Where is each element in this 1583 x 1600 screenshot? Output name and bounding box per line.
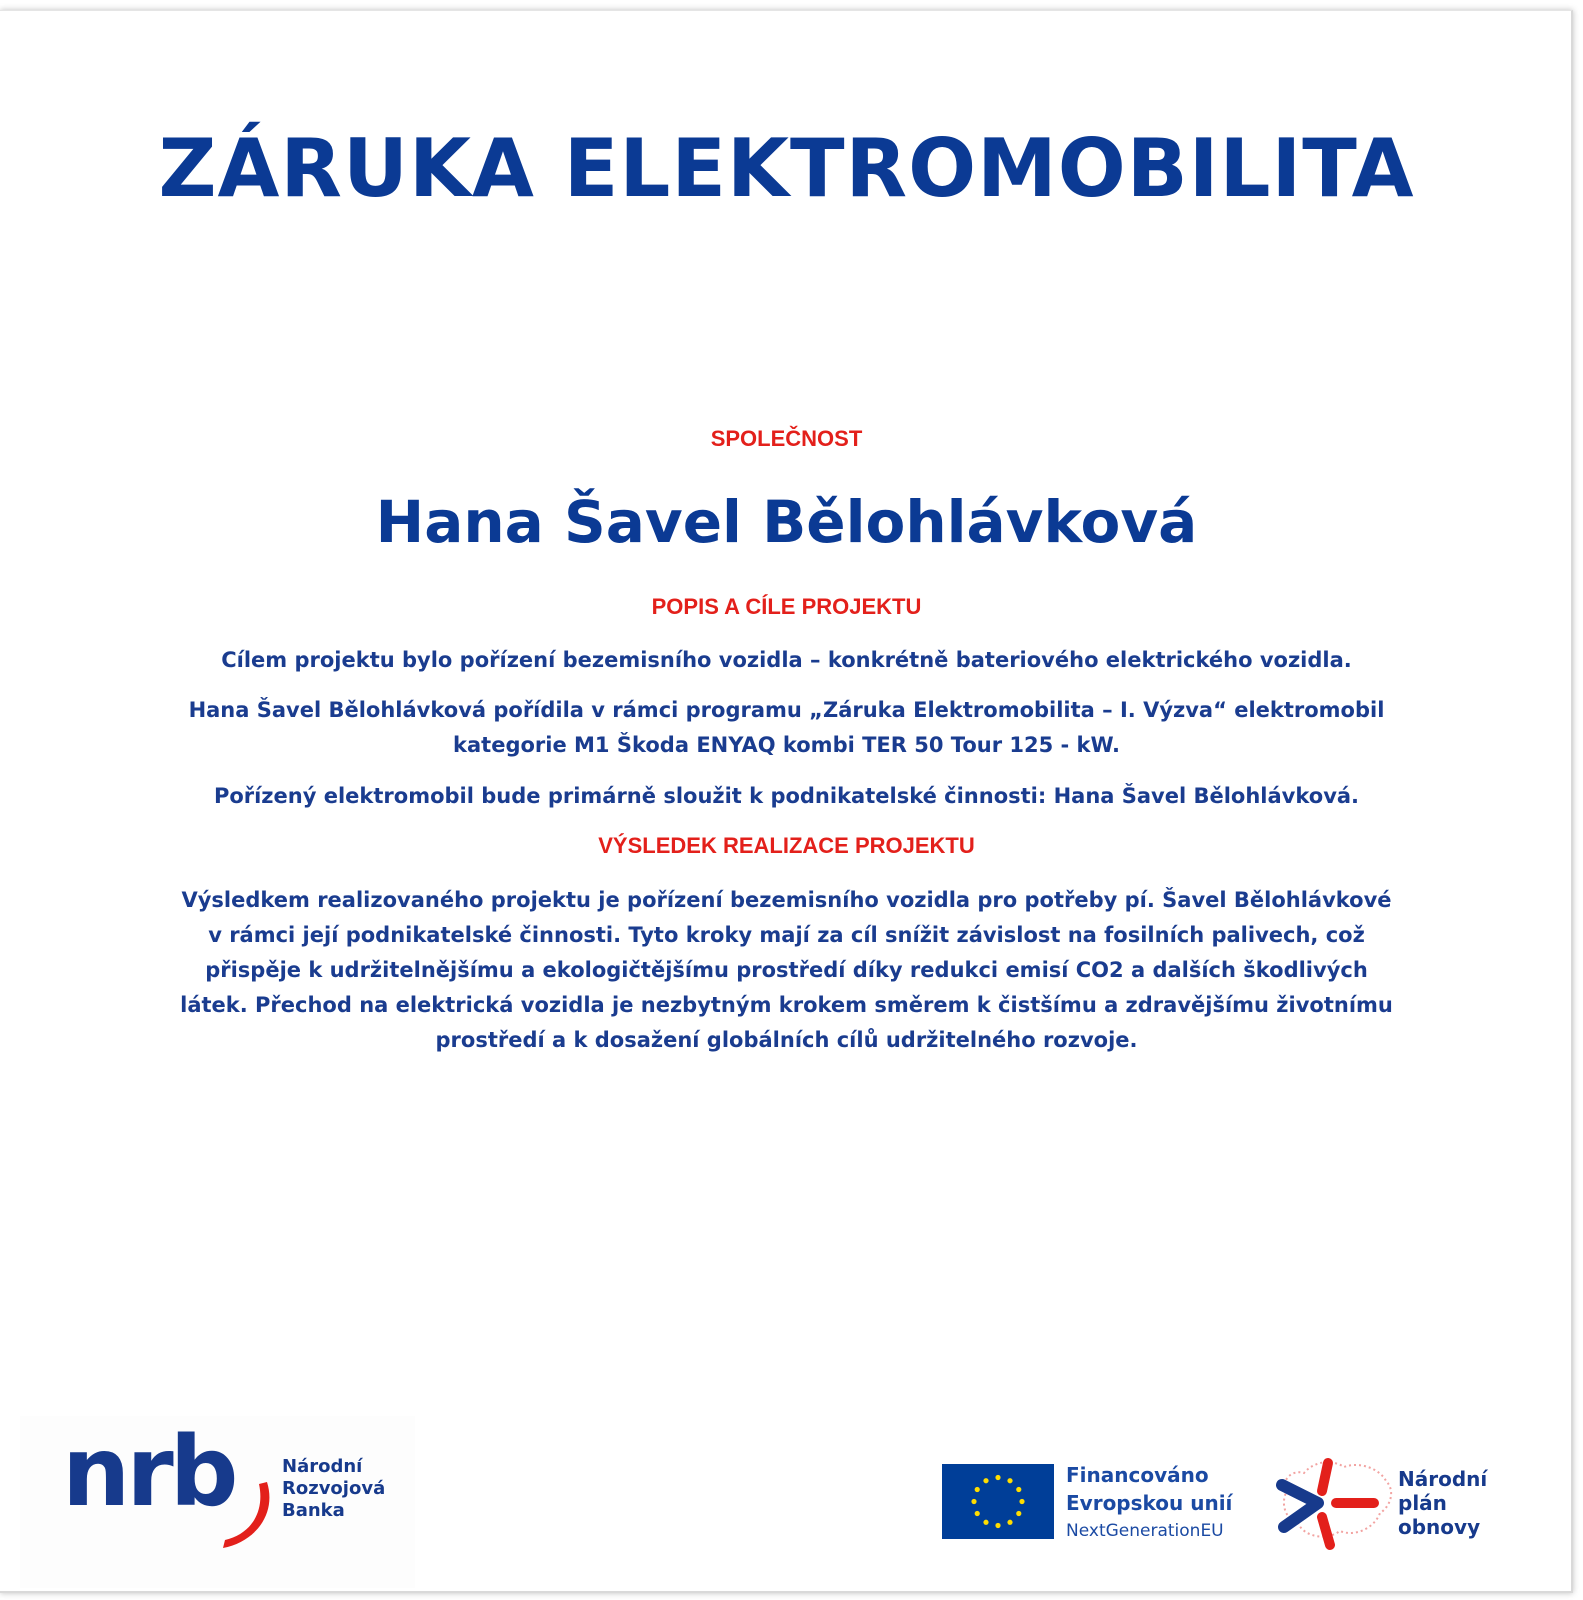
description-paragraph-2: Hana Šavel Bělohlávková pořídila v rámci programu „Záruka Elektromobilita – I. Výzva“ elektromobil kategorie M1 Škoda ENYAQ kombi TER 50 Tour 125 - kW. [188, 698, 1385, 757]
eu-star-icon [995, 1523, 1000, 1528]
nrb-logo [20, 1416, 415, 1588]
result-paragraph: Výsledkem realizovaného projektu je pořízení bezemisního vozidla pro potřeby pí. Šavel Bělohlávkové v rámci její podnikatelské činnosti. Tyto kroky mají za cíl snížit závislost na fosilních palivech, což přispěje k udržitelnějšímu a ekologičtějšímu prostředí díky redukci emisí CO2 a dalších škodlivých látek. Přechod na elektrická vozidla je nezbytným krokem směrem k čistšímu a zdravějšímu životnímu prostředí a k dosažení globálních cílů udržitelného rozvoje. [180, 888, 1393, 1052]
nrb-logo-letters: nrb [62, 1416, 235, 1528]
eu-star-icon [975, 1487, 980, 1492]
eu-flag-icon [942, 1464, 1054, 1539]
eu-star-icon [995, 1475, 1000, 1480]
eu-text-line-3: NextGenerationEU [1066, 1521, 1224, 1541]
nrb-text-line-1: Národní [282, 1456, 363, 1477]
npo-logo-text [1398, 1467, 1487, 1539]
description-paragraph-1: Cílem projektu bylo pořízení bezemisního vozidla – konkrétně bateriového elektrického vozidla. [221, 648, 1352, 672]
eu-star-icon [1007, 1478, 1012, 1483]
eu-star-icon [1016, 1487, 1021, 1492]
nrb-text-line-3: Banka [282, 1500, 345, 1521]
eu-text-line-2: Evropskou unií [1066, 1491, 1233, 1515]
document-page [0, 10, 1573, 1593]
eu-text-line-1: Financováno [1066, 1463, 1209, 1487]
eu-star-icon [1016, 1511, 1021, 1516]
nrb-text-line-2: Rozvojová [282, 1478, 386, 1499]
company-label: SPOLEČNOST [710, 426, 863, 451]
eu-star-icon [1019, 1499, 1024, 1504]
nrb-logo-text [282, 1456, 385, 1522]
eu-star-icon [983, 1478, 988, 1483]
eu-funding-text [1066, 1461, 1232, 1545]
eu-star-icon [975, 1511, 980, 1516]
npo-text-line-3: obnovy [1398, 1515, 1481, 1539]
company-name: Hana Šavel Bělohlávková [375, 488, 1198, 556]
npo-text-line-2: plán [1398, 1491, 1447, 1515]
eu-star-icon [1007, 1520, 1012, 1525]
eu-star-icon [971, 1499, 976, 1504]
eu-star-icon [983, 1520, 988, 1525]
result-label: VÝSLEDEK REALIZACE PROJEKTU [598, 833, 975, 858]
description-paragraph-3: Pořízený elektromobil bude primárně sloužit k podnikatelské činnosti: Hana Šavel Bělohlávková. [213, 784, 1360, 808]
npo-text-line-1: Národní [1398, 1467, 1488, 1491]
description-label: POPIS A CÍLE PROJEKTU [651, 594, 922, 619]
npo-logo-icon [1270, 1451, 1400, 1551]
page-title: ZÁRUKA ELEKTROMOBILITA [158, 122, 1415, 215]
